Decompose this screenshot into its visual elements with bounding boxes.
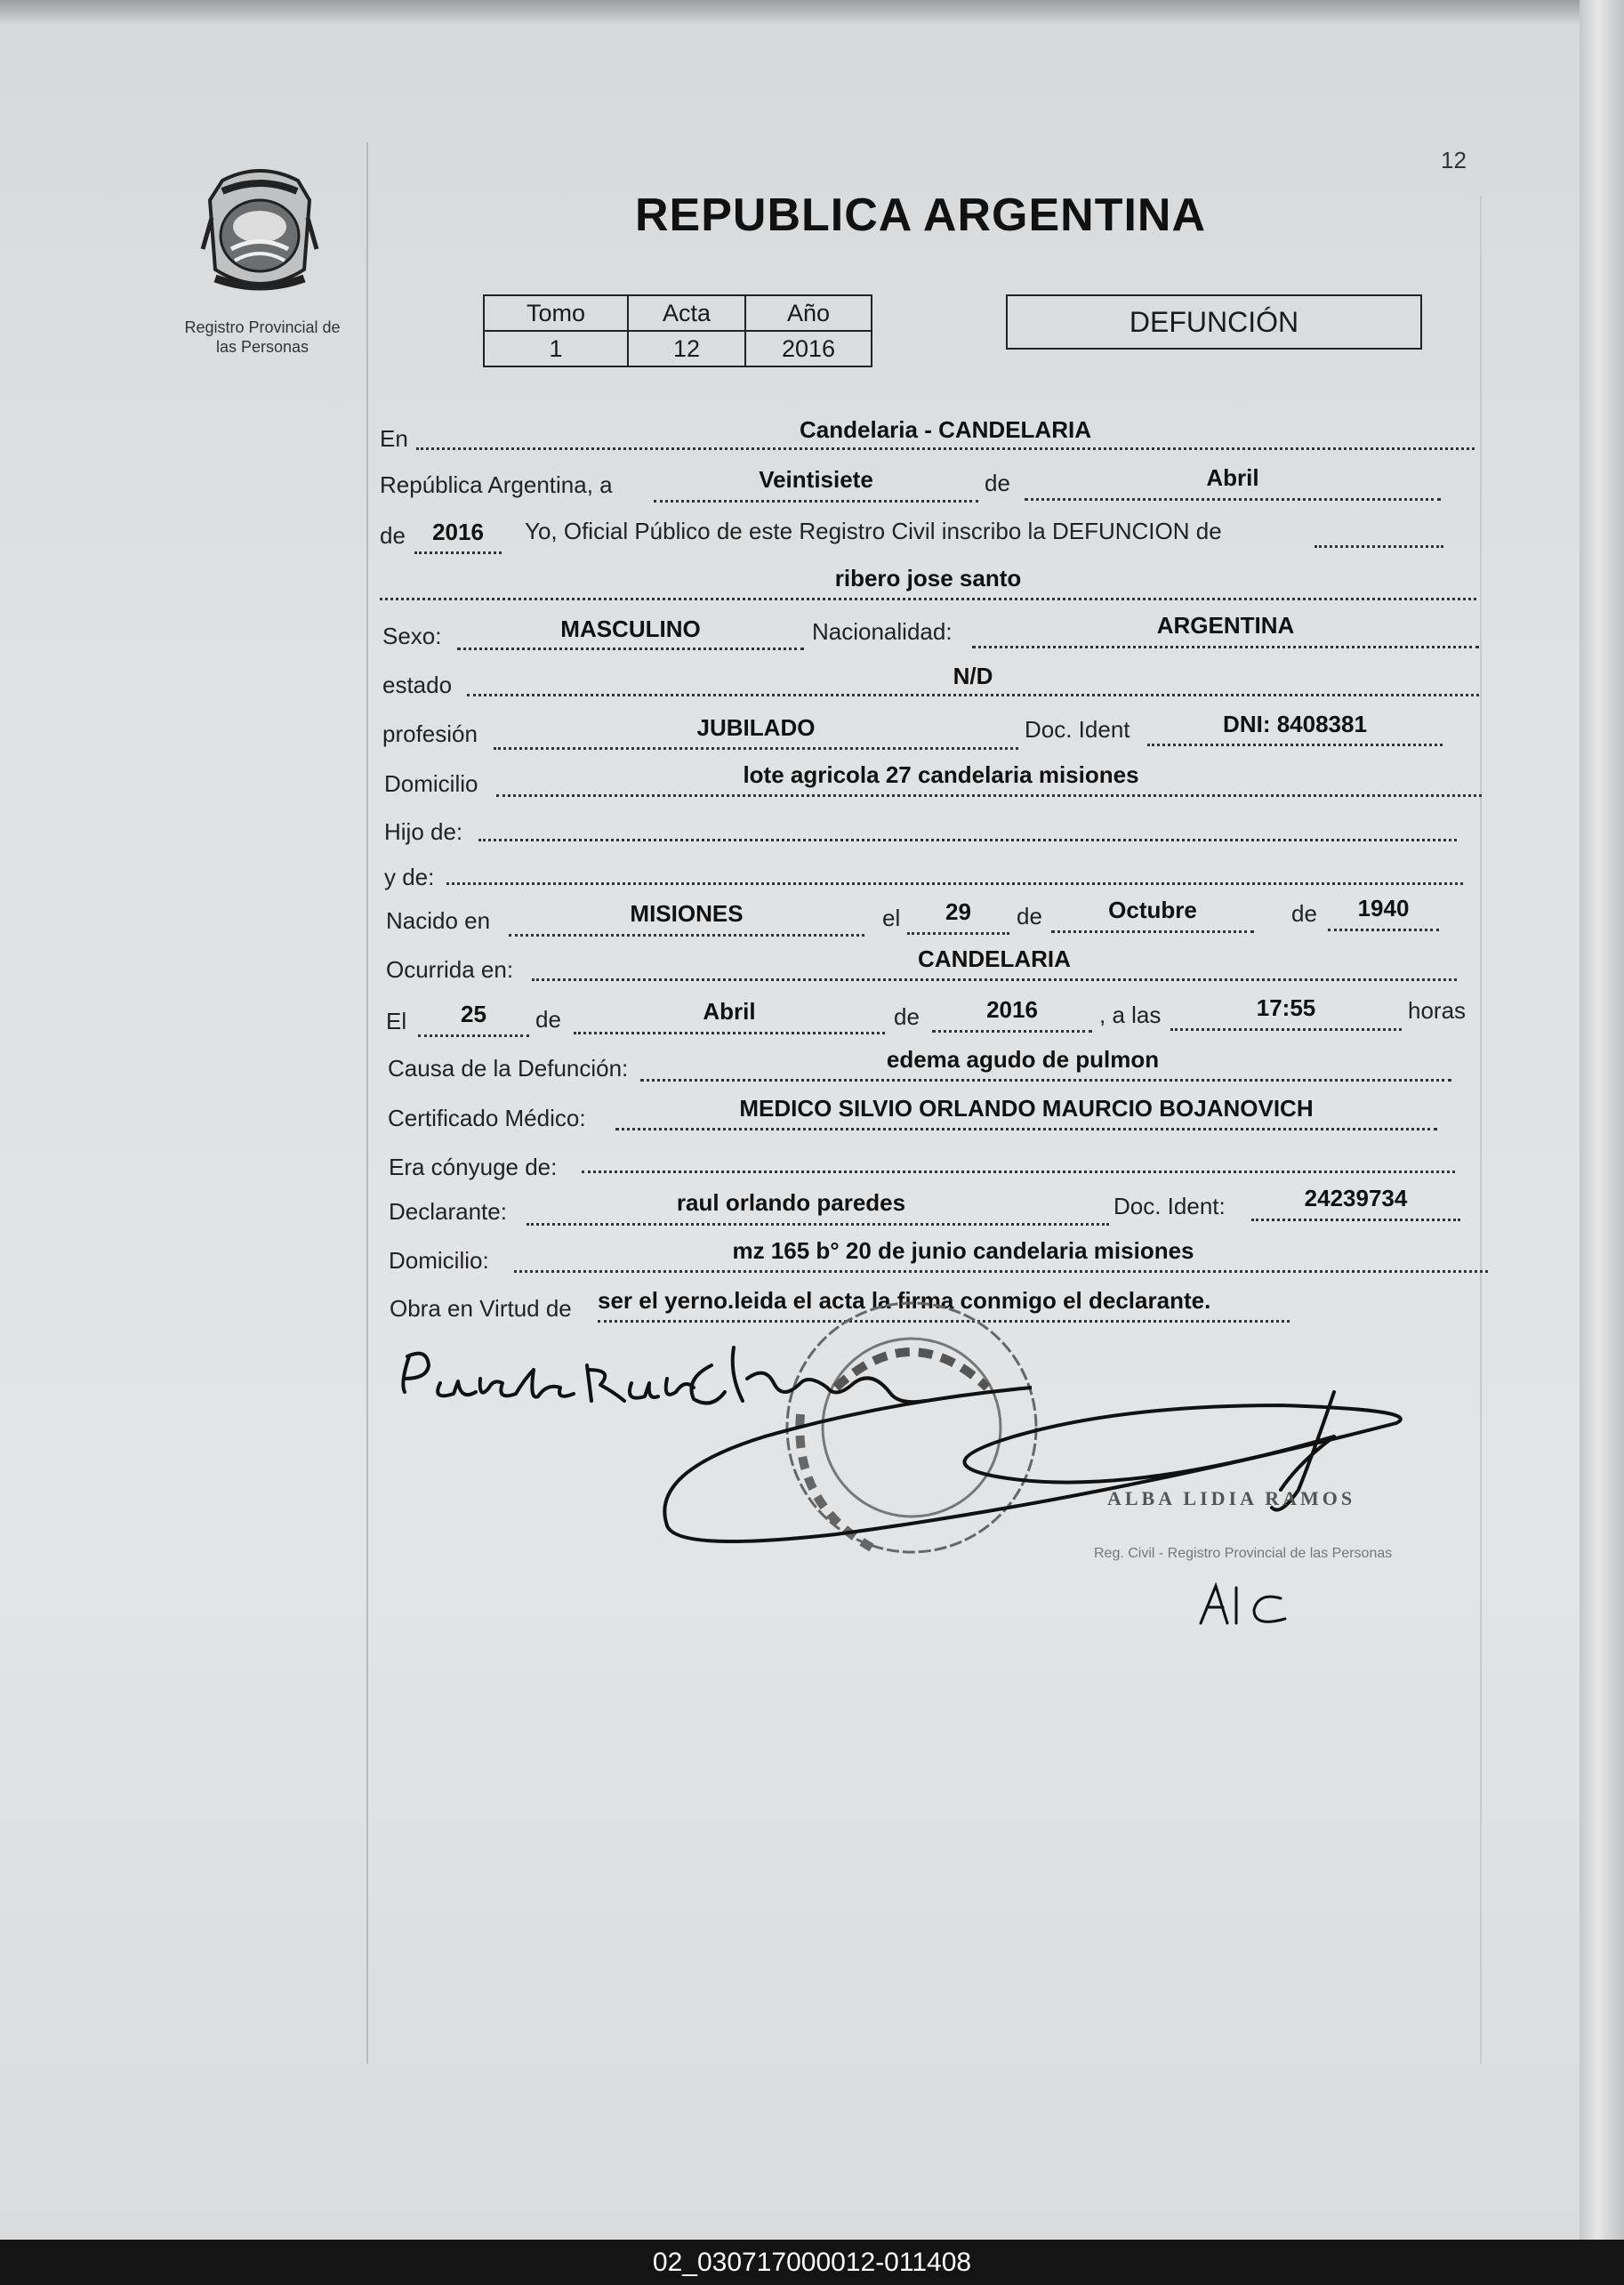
declarante-value: raul orlando paredes [676,1189,906,1216]
causa-line [640,1079,1451,1082]
obra-value: ser el yerno.leida el acta la firma conmigo el declarante. [598,1287,1211,1314]
page-right-edge [1580,0,1624,2240]
doc-ident-value: DNI: 8408381 [1223,711,1367,737]
horas-label: horas [1408,997,1467,1024]
en-line [416,447,1475,450]
doc-ident-label: Doc. Ident [1025,716,1130,743]
El-label: El [386,1008,407,1034]
certificado-value: MEDICO SILVIO ORLANDO MAURCIO BOJANOVICH [739,1095,1314,1122]
declarante-line [527,1223,1109,1226]
de-label-4: de [1291,900,1317,927]
domicilio-label: Domicilio [384,770,478,797]
name-line [380,598,1476,600]
registry-line-2: las Personas [215,338,310,356]
death-year-value: 2016 [986,996,1038,1023]
birth-year-line [1328,929,1439,931]
causa-label: Causa de la Defunción: [388,1055,629,1082]
death-month-line [574,1032,885,1034]
y-de-line [446,882,1463,885]
nacionalidad-line [972,646,1479,648]
ref-value-acta: 12 [628,331,745,366]
obra-label: Obra en Virtud de [390,1295,572,1322]
official-name-stamp: ALBA LIDIA RAMOS [1107,1487,1356,1509]
hijo-label: Hijo de: [384,818,463,845]
birth-year-value: 1940 [1357,895,1410,921]
doc-ident-2-label: Doc. Ident: [1113,1193,1226,1219]
conyuge-line [582,1171,1455,1173]
domicilio-2-line [514,1270,1488,1273]
profesion-line [494,747,1018,750]
death-month-value: Abril [703,998,756,1025]
nacionalidad-label: Nacionalidad: [812,618,953,645]
doc-ident-2-value: 24239734 [1304,1185,1408,1211]
estado-value: N/D [953,663,993,689]
ref-value-tomo: 1 [484,331,628,366]
ref-header-anio: Año [745,295,872,331]
initials-signature-icon [1196,1579,1303,1632]
sexo-label: Sexo: [382,623,442,649]
death-year-line [932,1030,1092,1033]
conyuge-label: Era cónyuge de: [389,1154,558,1180]
certificado-label: Certificado Médico: [388,1105,586,1131]
a-las-label: , a las [1099,1002,1162,1028]
document-id-footer: 02_030717000012-011408 [0,2240,1624,2285]
profesion-label: profesión [382,720,478,747]
ocurrida-label: Ocurrida en: [386,956,514,983]
profesion-value: JUBILADO [696,714,816,741]
month-line [1025,498,1441,501]
official-signature-icon [658,1374,1414,1552]
nacido-line [509,934,864,937]
nacido-value: MISIONES [630,900,744,927]
causa-value: edema agudo de pulmon [886,1046,1160,1073]
birth-day-line [907,932,1009,935]
page-top-edge [0,0,1624,25]
ref-header-tomo: Tomo [484,295,628,331]
deceased-name-value: ribero jose santo [834,565,1022,591]
declarante-label: Declarante: [389,1198,507,1225]
record-type-box: DEFUNCIÓN [1006,294,1422,350]
death-day-value: 25 [461,1001,486,1027]
birth-day-value: 29 [945,898,971,925]
official-title-stamp: Reg. Civil - Registro Provincial de las Personas [1094,1546,1393,1561]
ref-header-acta: Acta [628,295,745,331]
day-line [654,500,978,503]
domicilio-line [496,794,1482,797]
de-label-6: de [894,1003,920,1030]
registry-caption [160,318,365,357]
hijo-line [478,839,1457,841]
domicilio-value: lote agricola 27 candelaria misiones [743,761,1139,788]
sexo-line [457,648,804,650]
domicilio-2-value: mz 165 b° 20 de junio candelaria misiones [732,1237,1194,1264]
death-hour-line [1170,1028,1402,1031]
estado-line [467,694,1479,696]
de-label-1: de [985,470,1010,496]
ocurrida-line [532,978,1457,981]
sexo-value: MASCULINO [560,616,701,642]
y-de-label: y de: [384,864,435,890]
domicilio-2-label: Domicilio: [389,1247,489,1274]
ocurrida-value: CANDELARIA [918,945,1071,972]
de-label-3: de [1017,903,1042,929]
de-label-5: de [535,1006,561,1033]
reference-table [483,294,872,367]
reference-value-row [484,331,872,366]
page-number: 12 [1441,147,1467,173]
month-value: Abril [1206,464,1259,491]
doc-ident-2-line [1251,1219,1460,1221]
death-day-line [418,1034,529,1037]
doc-ident-line [1147,744,1443,746]
birth-month-value: Octubre [1108,897,1197,923]
ref-value-anio: 2016 [745,331,872,366]
registry-line-1: Registro Provincial de [184,318,341,336]
nacionalidad-value: ARGENTINA [1156,612,1295,639]
inscribe-text: Yo, Oficial Público de este Registro Civil inscribo la DEFUNCION de [525,518,1222,544]
de-label-2: de [380,522,406,549]
el-label: el [882,905,901,931]
death-hour-value: 17:55 [1256,994,1316,1021]
left-margin-line [366,142,368,2064]
birth-month-line [1051,930,1254,933]
inscribe-line [1314,545,1443,548]
year-value: 2016 [432,519,484,545]
page-title [0,189,1624,242]
year-line [414,551,502,554]
right-margin-line [1480,196,1482,2064]
certificado-line [615,1128,1437,1130]
en-label: En [380,425,408,452]
title-text: REPUBLICA ARGENTINA [634,189,1207,241]
nacido-label: Nacido en [386,907,491,934]
republica-label: República Argentina, a [380,471,613,498]
estado-label: estado [382,672,453,698]
day-value: Veintisiete [759,466,873,493]
place-value: Candelaria - CANDELARIA [800,416,1091,443]
reference-header-row [484,295,872,331]
